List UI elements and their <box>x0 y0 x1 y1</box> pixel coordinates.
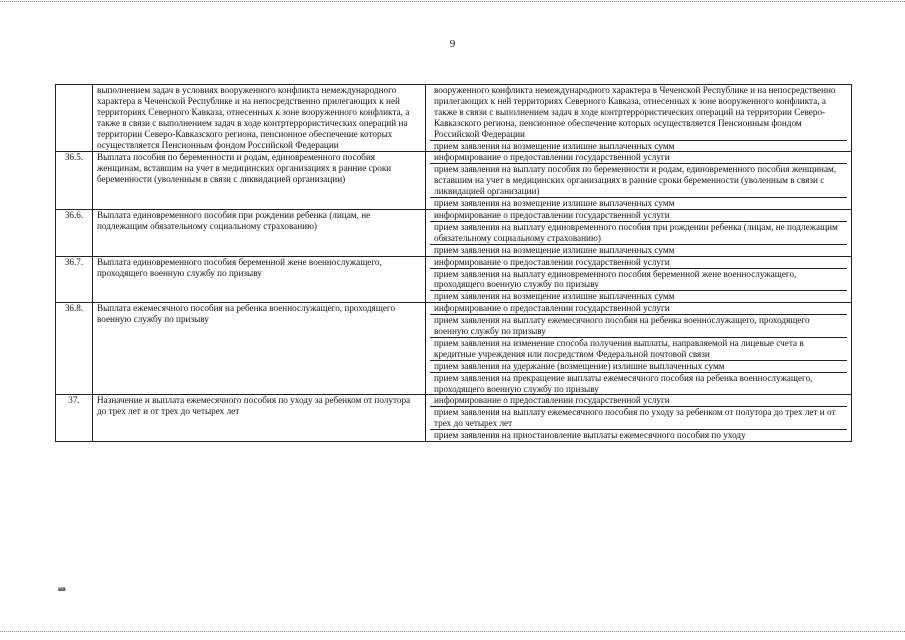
row-number <box>56 85 93 152</box>
subservice-list <box>426 85 852 152</box>
subservice-list <box>426 152 852 210</box>
row-number: 36.5. <box>56 152 93 210</box>
row-number: 36.6. <box>56 209 93 256</box>
subservice-item: прием заявления на изменение способа получения выплаты, направляемой на лицевые счета в кредитные учреждения или посредством Федеральной почтовой связи <box>430 338 847 361</box>
service-name: выполнением задач в условиях вооруженного конфликта немеждународного характера в Чеченской Республике и на непосредственно прилегающих к ней территориях Северного Кавказа, отнесенных к зоне вооруженного конфликта, а также в связи с выполнением задач в ходе контртеррористических операций на территории Северо-Кавказского региона, пенсионное обеспечение которых осуществляется Пенсионным фондом Российской Федерации <box>93 85 426 152</box>
table-row <box>56 209 852 256</box>
subservice-item: прием заявления на выплату ежемесячного пособия по уходу за ребенком от полутора до трех лет и от трех до четырех лет <box>430 407 847 430</box>
subservice-item: прием заявления на возмещение излишне выплаченных сумм <box>434 140 675 151</box>
subservice-item: информирование о предоставлении государственной услуги <box>430 210 847 222</box>
subservice-list <box>426 209 852 256</box>
subservice-list <box>426 303 852 395</box>
subservice-item: прием заявления на выплату единовременного пособия беременной жене военнослужащего, проходящего военную службу по призыву <box>430 269 847 292</box>
service-name: Выплата ежемесячного пособия на ребенка военнослужащего, проходящего военную службу по призыву <box>93 303 426 395</box>
row-number: 36.8. <box>56 303 93 395</box>
subservice-item: прием заявления на выплату единовременного пособия при рождении ребенка (лицам, не подлежащим обязательному социальному страхованию) <box>430 222 847 245</box>
subservice-list <box>426 395 852 442</box>
subservice-item: прием заявления на возмещение излишне выплаченных сумм <box>434 244 675 255</box>
subservice-item: прием заявления на возмещение излишне выплаченных сумм <box>434 198 675 209</box>
table-row <box>56 303 852 395</box>
subservice-item: прием заявления на выплату пособия по беременности и родам, единовременного пособия женщинам, вставшим на учет в медицинских организациях в ранние сроки беременности (уволенным в связи с ликвидацией организации) <box>430 164 847 198</box>
service-name: Назначение и выплата ежемесячного пособия по уходу за ребенком от полутора до трех лет и от трех до четырех лет <box>93 395 426 442</box>
service-name: Выплата пособия по беременности и родам, единовременного пособия женщинам, вставшим на учет в медицинских организациях в ранние сроки беременности (уволенным в связи с ликвидацией организации) <box>93 152 426 210</box>
page-number: 9 <box>449 38 456 50</box>
subservice-item: прием заявления на прекращение выплаты ежемесячного пособия на ребенка военнослужащего, проходящего военную службу по призыву <box>434 372 813 394</box>
subservice-list <box>426 256 852 303</box>
scan-top-edge <box>0 1 905 2</box>
scan-bottom-edge <box>0 631 905 632</box>
service-name: Выплата единовременного пособия при рождении ребенка (лицам, не подлежащим обязательному социальному страхованию) <box>93 209 426 256</box>
row-number: 37. <box>56 395 93 442</box>
table-row <box>56 256 852 303</box>
subservice-item: прием заявления на возмещение излишне выплаченных сумм <box>434 291 675 302</box>
subservice-item: информирование о предоставлении государственной услуги <box>430 257 847 269</box>
footnote-mark: нв <box>58 585 66 593</box>
subservice-item: прием заявления на удержание (возмещение) излишне выплаченных сумм <box>430 361 847 373</box>
table-row <box>56 152 852 210</box>
subservice-item: информирование о предоставлении государственной услуги <box>430 303 847 315</box>
table-row <box>56 395 852 442</box>
subservice-item: информирование о предоставлении государственной услуги <box>430 395 847 407</box>
subservice-item: прием заявления на выплату ежемесячного пособия на ребенка военнослужащего, проходящего военную службу по призыву <box>430 315 847 338</box>
row-number: 36.7. <box>56 256 93 303</box>
table-row <box>56 85 852 152</box>
subservice-item: вооруженного конфликта немеждународного характера в Чеченской Республике и на непосредственно прилегающих к ней территориях Северного Кавказа, отнесенных к зоне вооруженного конфликта, а также в связи с выполнением задач в ходе контртеррористических операций на территории Северо-Кавказского региона, пенсионное обеспечение которых осуществляется Пенсионным фондом Российской Федерации <box>430 85 847 141</box>
services-table <box>55 84 852 442</box>
service-name: Выплата единовременного пособия беременной жене военнослужащего, проходящего военную службу по призыву <box>93 256 426 303</box>
subservice-item: прием заявления на приостановление выплаты ежемесячного пособия по уходу <box>434 430 746 441</box>
subservice-item: информирование о предоставлении государственной услуги <box>430 152 847 164</box>
